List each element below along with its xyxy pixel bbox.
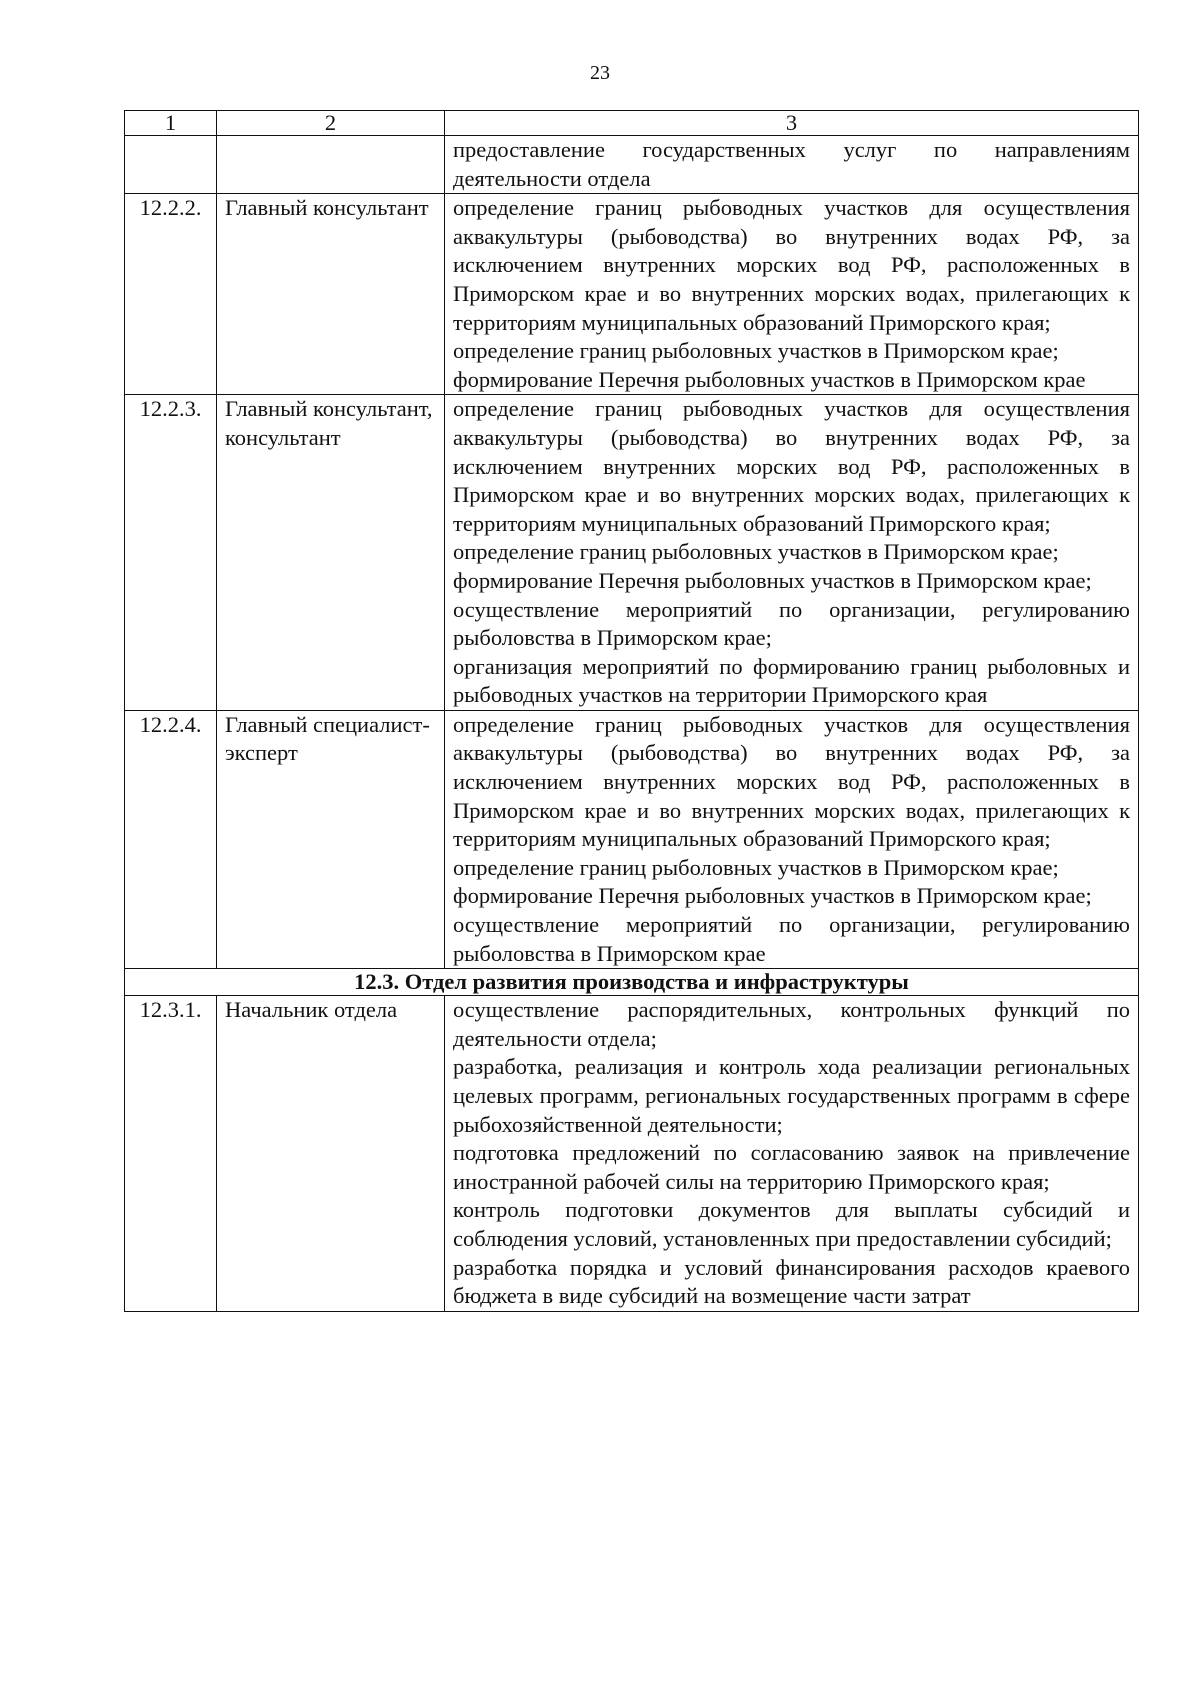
duty-item: разработка порядка и условий финансирования расходов краевого бюджета в виде субсидий на возмещение части затрат <box>453 1254 1130 1309</box>
duty-item: подготовка предложений по согласованию заявок на привлечение иностранной рабочей силы на территорию Приморского края; <box>453 1140 1130 1194</box>
duties-table <box>124 110 1139 1312</box>
row-duties <box>445 996 1139 1312</box>
row-number: 12.2.3. <box>125 395 217 711</box>
duty-item: формирование Перечня рыболовных участков в Приморском крае <box>453 366 1086 392</box>
table-row <box>125 996 1139 1312</box>
duty-item: определение границ рыболовных участков в Приморском крае; <box>453 539 1059 565</box>
section-row <box>125 969 1139 996</box>
duty-item: осуществление мероприятий по организации, регулированию рыболовства в Приморском крае; <box>453 596 1130 651</box>
page-number: 23 <box>590 62 610 84</box>
table-row <box>125 194 1139 395</box>
row-number: 12.3.1. <box>125 996 217 1312</box>
duty-item: определение границ рыбоводных участков для осуществления аквакультуры (рыбоводства) во внутренних водах РФ, за исключением внутренних морских вод РФ, расположенных в Приморском крае и во внутренних морских водах, прилегающих к территориям муниципальных образований Приморского края; <box>453 711 1130 852</box>
row-position: Главный консультант <box>217 194 445 395</box>
table-header-row <box>125 111 1139 136</box>
row-duties <box>445 710 1139 968</box>
header-col-1: 1 <box>125 111 217 136</box>
duty-item: осуществление мероприятий по организации, регулированию рыболовства в Приморском крае <box>453 912 1130 966</box>
row-position: Главный специалист-эксперт <box>217 710 445 968</box>
header-col-3: 3 <box>445 111 1139 136</box>
row-duties <box>445 395 1139 711</box>
duty-item: разработка, реализация и контроль хода реализации региональных целевых программ, региональных государственных программ в сфере рыбохозяйственной деятельности; <box>453 1054 1130 1137</box>
duty-item: определение границ рыбоводных участков для осуществления аквакультуры (рыбоводства) во внутренних водах РФ, за исключением внутренних морских вод РФ, расположенных в Приморском крае и во внутренних морских водах, прилегающих к территориям муниципальных образований Приморского края; <box>453 396 1130 536</box>
duty-item: осуществление распорядительных, контрольных функций по деятельности отдела; <box>453 997 1130 1051</box>
duty-item: определение границ рыболовных участков в Приморском крае; <box>453 338 1059 364</box>
duty-item: формирование Перечня рыболовных участков в Приморском крае; <box>453 883 1092 909</box>
duty-item: организация мероприятий по формированию границ рыболовных и рыбоводных участков на территории Приморского края <box>453 653 1130 708</box>
duty-item: определение границ рыбоводных участков для осуществления аквакультуры (рыбоводства) во внутренних водах РФ, за исключением внутренних морских вод РФ, расположенных в Приморском крае и во внутренних морских водах, прилегающих к территориям муниципальных образований Приморского края; <box>453 195 1130 335</box>
row-duties <box>445 194 1139 395</box>
row-number: 12.2.2. <box>125 194 217 395</box>
row-duties <box>445 136 1139 194</box>
duty-item: предоставление государственных услуг по направлениям деятельности отдела <box>453 137 1130 191</box>
row-position: Начальник отдела <box>217 996 445 1312</box>
duty-item: формирование Перечня рыболовных участков в Приморском крае; <box>453 567 1092 593</box>
row-number: 12.2.4. <box>125 710 217 968</box>
row-position: Главный консультант, консультант <box>217 395 445 711</box>
row-number <box>125 136 217 194</box>
duty-item: контроль подготовки документов для выплаты субсидий и соблюдения условий, установленных при предоставлении субсидий; <box>453 1197 1130 1251</box>
table-row <box>125 395 1139 711</box>
row-position <box>217 136 445 194</box>
section-title: 12.3. Отдел развития производства и инфраструктуры <box>125 969 1139 996</box>
table-row <box>125 710 1139 968</box>
continuation-row <box>125 136 1139 194</box>
header-col-2: 2 <box>217 111 445 136</box>
duty-item: определение границ рыболовных участков в Приморском крае; <box>453 854 1059 880</box>
